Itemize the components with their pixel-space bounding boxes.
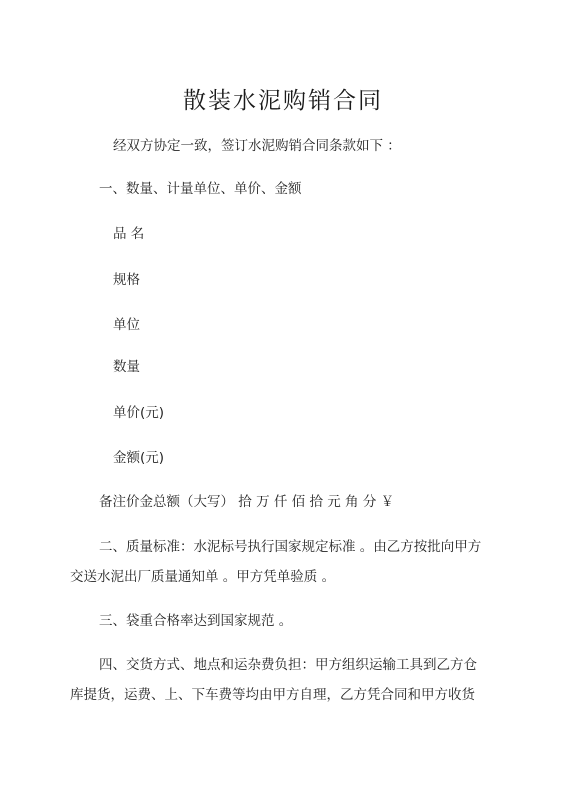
section2-line1: 二、质量标准：水泥标号执行国家规定标准 。由乙方按批向甲方 <box>99 539 482 555</box>
field-product-name: 品 名 <box>113 226 145 242</box>
document-title: 散装水泥购销合同 <box>183 88 383 114</box>
field-amount: 金额(元) <box>113 450 165 466</box>
section3-text: 三、袋重合格率达到国家规范 。 <box>99 613 293 629</box>
section2-line2: 交送水泥出厂质量通知单 。甲方凭单验质 。 <box>70 569 336 585</box>
section4-line1: 四、交货方式、地点和运杂费负担：甲方组织运输工具到乙方仓 <box>99 657 477 673</box>
field-unit: 单位 <box>113 317 140 333</box>
intro-text: 经双方协定一致，签订水泥购销合同条款如下 ： <box>113 138 401 154</box>
section4-line2: 库提货，运费、上、下车费等均由甲方自理，乙方凭合同和甲方收货 <box>70 687 475 703</box>
field-unit-price: 单价(元) <box>113 405 165 421</box>
remarks-line: 备注价金总额（大写） 拾 万 仟 佰 拾 元 角 分 ￥ <box>99 494 395 510</box>
section1-heading: 一、数量、计量单位、单价、金额 <box>99 181 302 197</box>
field-quantity: 数量 <box>113 359 140 375</box>
field-spec: 规格 <box>113 272 140 288</box>
